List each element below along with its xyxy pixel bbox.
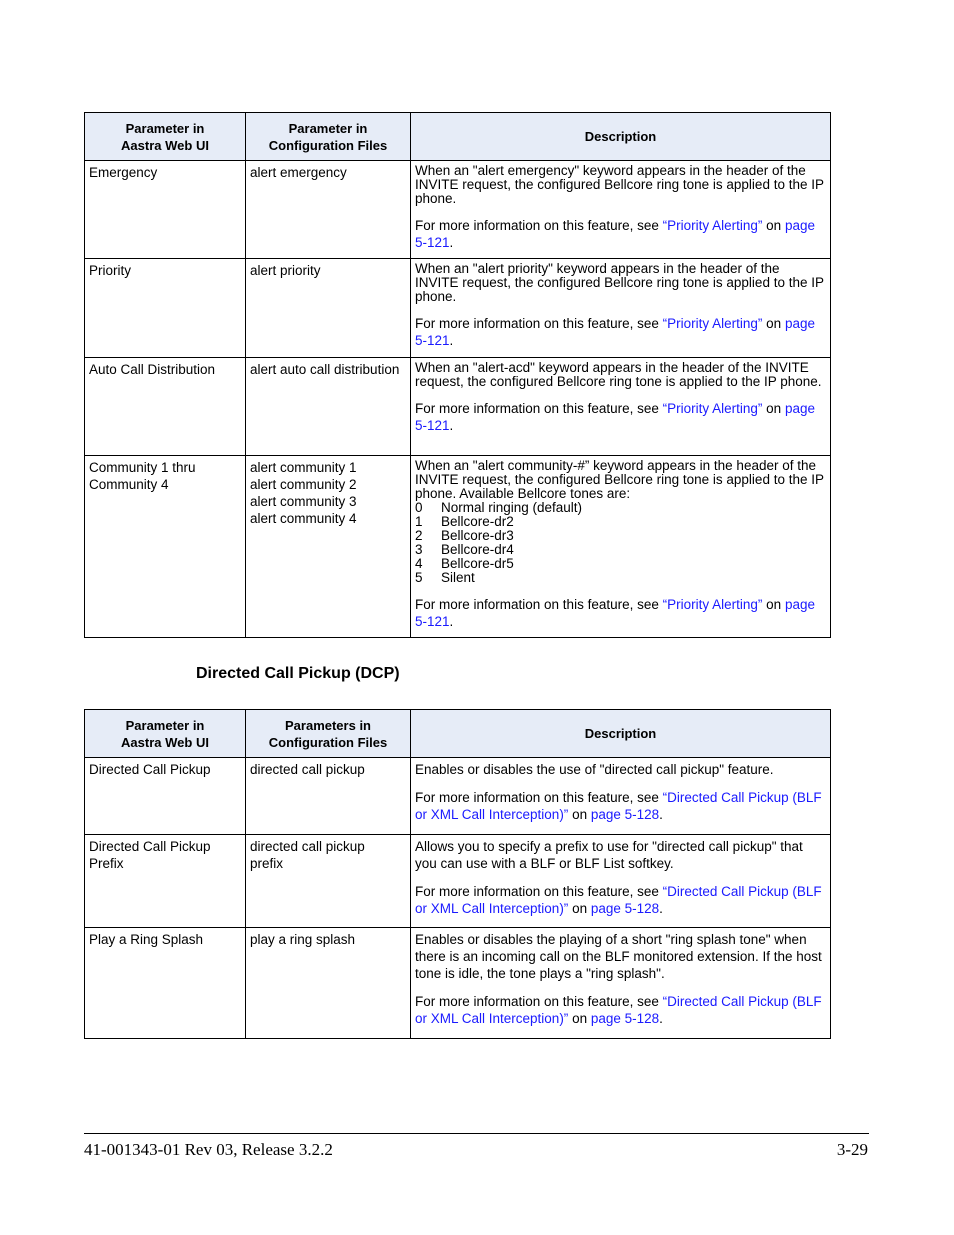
tone-list <box>415 501 826 585</box>
description-text: Enables or disables the use of "directed call pickup" feature. <box>415 762 774 777</box>
ui-param-cell: Directed Call Pickup <box>85 758 246 835</box>
table-row <box>85 358 831 456</box>
table-row <box>85 456 831 638</box>
config-param-cell: alert auto call distribution <box>246 358 411 456</box>
table-header-row <box>85 113 831 161</box>
footer-divider <box>84 1133 869 1134</box>
section-heading: Directed Call Pickup (DCP) <box>196 665 400 682</box>
directed-call-pickup-table <box>84 709 831 1039</box>
description-text: Enables or disables the playing of a short "ring splash tone" when there is an incoming call on the BLF monitored extension. If the host tone is idle, the tone plays a "ring splash". <box>415 932 822 981</box>
description-text: When an "alert community-#” keyword appears in the header of the INVITE request, the configured Bellcore ring tone is applied to the IP phone. Available Bellcore tones are: <box>415 458 824 501</box>
more-info-text: For more information on this feature, see “Directed Call Pickup (BLF or XML Call Interception)” on page 5-128. <box>415 994 822 1026</box>
table-row <box>85 928 831 1039</box>
page-ref-link[interactable]: page 5-121 <box>415 218 815 250</box>
page-ref-link[interactable]: page 5-121 <box>415 401 815 433</box>
table-row <box>85 758 831 835</box>
more-info-text: For more information on this feature, see “Directed Call Pickup (BLF or XML Call Interception)” on page 5-128. <box>415 790 822 822</box>
config-line: alert community 3 <box>250 494 357 509</box>
header-description: Description <box>411 710 831 758</box>
config-param-cell: directed call pickup prefix <box>246 835 411 928</box>
config-param-cell: directed call pickup <box>246 758 411 835</box>
config-param-cell: alert priority <box>246 259 411 358</box>
page-ref-link[interactable]: page 5-121 <box>415 316 815 348</box>
table-header-row <box>85 710 831 758</box>
priority-alerting-link[interactable]: “Priority Alerting” <box>662 401 763 416</box>
description-cell <box>411 358 831 456</box>
directed-call-pickup-link[interactable]: “Directed Call Pickup (BLF or XML Call Interception)” <box>415 994 822 1026</box>
ui-param-cell: Emergency <box>85 161 246 259</box>
more-info-text: For more information on this feature, see “Priority Alerting” on page 5-121. <box>415 597 815 629</box>
description-cell <box>411 259 831 358</box>
ui-param-cell: Directed Call Pickup Prefix <box>85 835 246 928</box>
description-text: When an "alert-acd" keyword appears in the header of the INVITE request, the configured Bellcore ring tone is applied to the IP phone. <box>415 360 822 389</box>
directed-call-pickup-link[interactable]: “Directed Call Pickup (BLF or XML Call Interception)” <box>415 884 822 916</box>
tone-item: 5 Silent <box>415 570 475 585</box>
header-ui-param: Parameter in Aastra Web UI <box>85 113 246 161</box>
description-cell <box>411 758 831 835</box>
description-text: When an "alert emergency" keyword appears in the header of the INVITE request, the configured Bellcore ring tone is applied to the IP phone. <box>415 163 824 206</box>
ui-param-cell: Auto Call Distribution <box>85 358 246 456</box>
tone-item: 2 Bellcore-dr3 <box>415 528 514 543</box>
priority-alerting-link[interactable]: “Priority Alerting” <box>662 597 763 612</box>
more-info-text: For more information on this feature, see “Priority Alerting” on page 5-121. <box>415 401 815 433</box>
more-info-text: For more information on this feature, see “Priority Alerting” on page 5-121. <box>415 218 815 250</box>
config-param-cell: play a ring splash <box>246 928 411 1039</box>
description-text: When an "alert priority" keyword appears in the header of the INVITE request, the configured Bellcore ring tone is applied to the IP phone. <box>415 261 824 304</box>
footer-doc-id: 41-001343-01 Rev 03, Release 3.2.2 <box>84 1140 333 1159</box>
description-cell <box>411 928 831 1039</box>
config-param-cell <box>246 456 411 638</box>
description-cell <box>411 161 831 259</box>
tone-item: 3 Bellcore-dr4 <box>415 542 514 557</box>
header-config-param: Parameters in Configuration Files <box>246 710 411 758</box>
config-param-cell: alert emergency <box>246 161 411 259</box>
header-ui-param: Parameter in Aastra Web UI <box>85 710 246 758</box>
ui-param-cell: Community 1 thru Community 4 <box>85 456 246 638</box>
page-ref-link[interactable]: page 5-128 <box>590 807 660 822</box>
header-config-param: Parameter in Configuration Files <box>246 113 411 161</box>
priority-alerting-link[interactable]: “Priority Alerting” <box>662 218 763 233</box>
tone-item: 4 Bellcore-dr5 <box>415 556 514 571</box>
ui-param-cell: Priority <box>85 259 246 358</box>
description-cell <box>411 835 831 928</box>
alerting-parameters-table <box>84 112 831 638</box>
header-description: Description <box>411 113 831 161</box>
tone-item: 0 Normal ringing (default) <box>415 500 583 515</box>
description-cell <box>411 456 831 638</box>
more-info-text: For more information on this feature, see “Priority Alerting” on page 5-121. <box>415 316 815 348</box>
directed-call-pickup-link[interactable]: “Directed Call Pickup (BLF or XML Call Interception)” <box>415 790 822 822</box>
table-row <box>85 835 831 928</box>
priority-alerting-link[interactable]: “Priority Alerting” <box>662 316 763 331</box>
table-row <box>85 259 831 358</box>
config-line: alert community 1 <box>250 460 357 475</box>
tone-item: 1 Bellcore-dr2 <box>415 514 514 529</box>
ui-param-cell: Play a Ring Splash <box>85 928 246 1039</box>
config-line: alert community 4 <box>250 511 357 526</box>
config-line: alert community 2 <box>250 477 357 492</box>
page-ref-link[interactable]: page 5-121 <box>415 597 815 629</box>
page-ref-link[interactable]: page 5-128 <box>590 901 660 916</box>
more-info-text: For more information on this feature, see “Directed Call Pickup (BLF or XML Call Interception)” on page 5-128. <box>415 884 822 916</box>
footer-page-number: 3-29 <box>836 1140 868 1159</box>
description-text: Allows you to specify a prefix to use for "directed call pickup" that you can use with a BLF or BLF List softkey. <box>415 839 803 871</box>
page-ref-link[interactable]: page 5-128 <box>590 1011 660 1026</box>
table-row <box>85 161 831 259</box>
